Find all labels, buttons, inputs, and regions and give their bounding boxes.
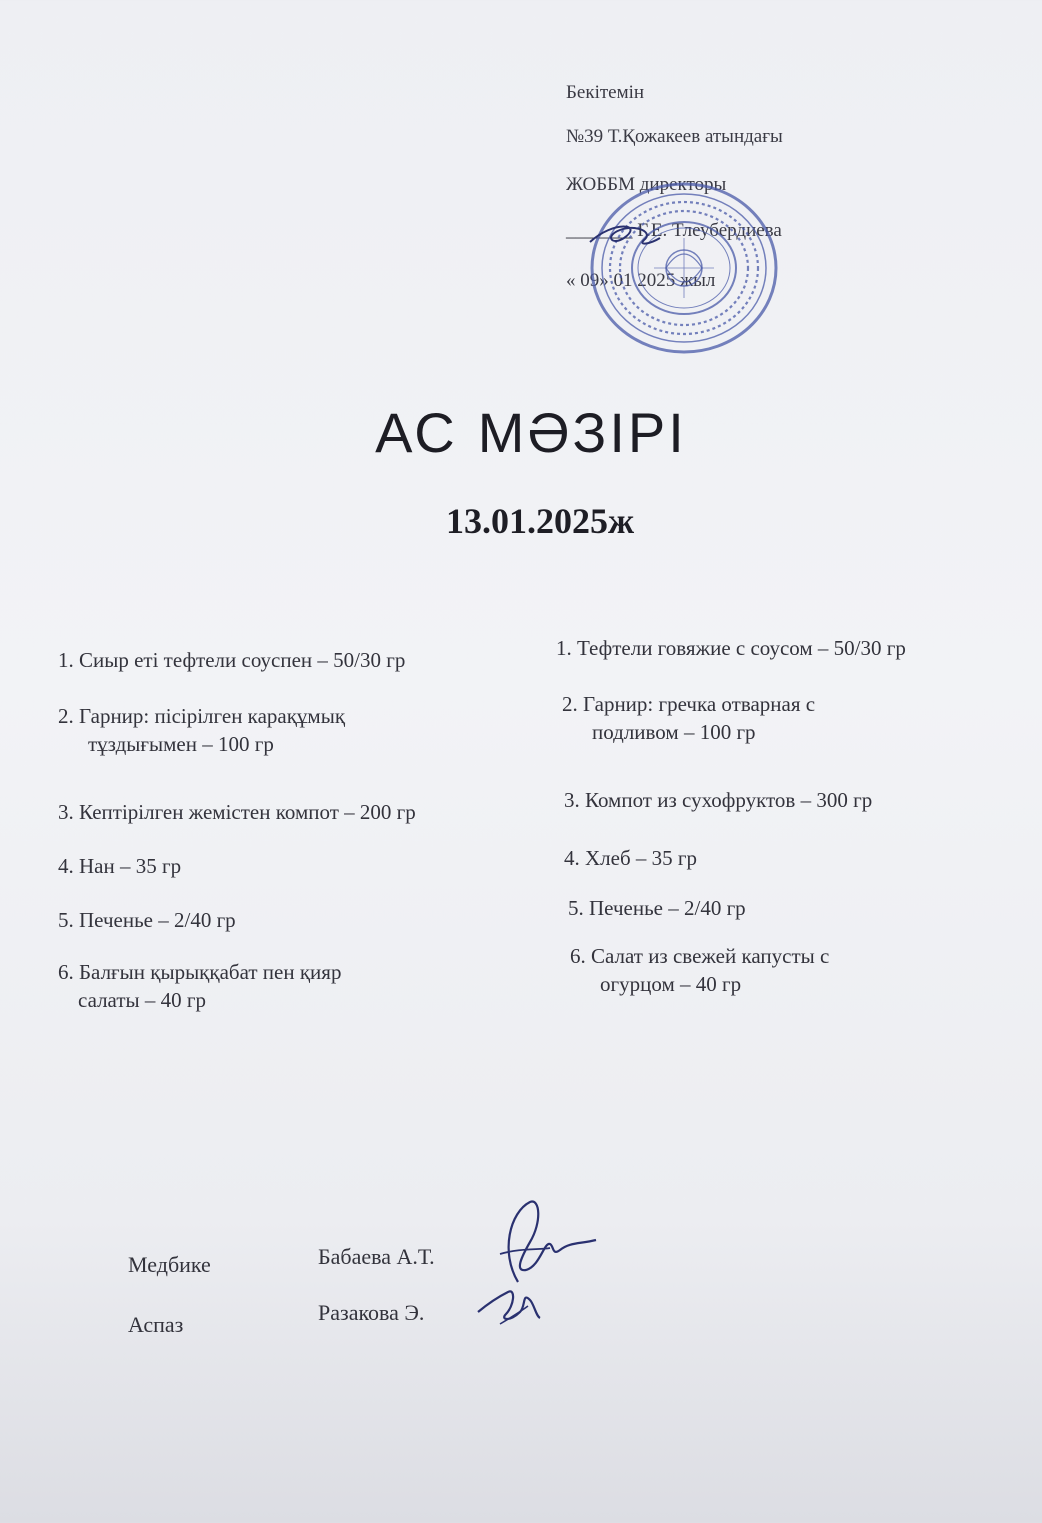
approval-line-director: _______ Г.Е. Тлеубердиева [566, 220, 782, 241]
approval-line-date: « 09» 01 2025 жыл [566, 270, 716, 291]
item-number: 2. [58, 704, 74, 728]
list-item [58, 798, 416, 826]
item-number: 6. [570, 944, 586, 968]
cook-signature-icon [470, 1272, 560, 1342]
list-item [556, 634, 906, 662]
approval-line-approve: Бекітемін [566, 82, 645, 103]
item-text: Нан – 35 гр [79, 854, 182, 878]
item-number: 3. [564, 788, 580, 812]
title-word-1: АС [375, 401, 458, 464]
item-number: 1. [58, 648, 74, 672]
item-number: 5. [58, 908, 74, 932]
item-text: Тефтели говяжие с соусом – 50/30 гр [577, 636, 906, 660]
item-number: 2. [562, 692, 578, 716]
medic-name: Бабаева А.Т. [318, 1244, 435, 1269]
item-text-continuation: салаты – 40 гр [78, 988, 206, 1012]
list-item [564, 786, 872, 814]
item-text: Компот из сухофруктов – 300 гр [585, 788, 873, 812]
item-text: Гарнир: пісірілген карақұмық [79, 704, 346, 728]
item-text: Кептірілген жемістен компот – 200 гр [79, 800, 416, 824]
approval-line-school: №39 Т.Қожакеев атындағы [566, 126, 783, 147]
cook-name: Разакова Э. [318, 1300, 425, 1325]
item-text: Салат из свежей капусты с [591, 944, 830, 968]
item-number: 1. [556, 636, 572, 660]
list-item [58, 906, 236, 934]
item-text: Хлеб – 35 гр [585, 846, 698, 870]
item-text: Печенье – 2/40 гр [79, 908, 236, 932]
item-number: 3. [58, 800, 74, 824]
item-number: 4. [564, 846, 580, 870]
item-text-continuation: подливом – 100 гр [592, 720, 756, 744]
item-text-continuation: огурцом – 40 гр [600, 972, 742, 996]
list-item [562, 690, 815, 746]
cook-label: Аспаз [128, 1312, 184, 1337]
item-text: Печенье – 2/40 гр [589, 896, 746, 920]
list-item [58, 958, 341, 1014]
item-number: 4. [58, 854, 74, 878]
item-number: 5. [568, 896, 584, 920]
item-text: Гарнир: гречка отварная с [583, 692, 816, 716]
list-item [58, 702, 345, 758]
official-stamp-icon [584, 180, 784, 360]
medic-label: Медбике [128, 1252, 211, 1277]
page-title [0, 400, 1042, 465]
item-text: Сиыр еті тефтели соуспен – 50/30 гр [79, 648, 406, 672]
item-number: 6. [58, 960, 74, 984]
list-item [58, 646, 405, 674]
approval-line-position: ЖОББМ директоры [566, 174, 727, 195]
list-item [570, 942, 829, 998]
item-text-continuation: тұздығымен – 100 гр [88, 732, 274, 756]
menu-date: 13.01.2025ж [445, 501, 635, 541]
item-text: Балғын қырыққабат пен қияр [79, 960, 342, 984]
list-item [58, 852, 181, 880]
list-item [568, 894, 746, 922]
list-item [564, 844, 697, 872]
title-word-2: МӘЗІРІ [477, 401, 687, 464]
